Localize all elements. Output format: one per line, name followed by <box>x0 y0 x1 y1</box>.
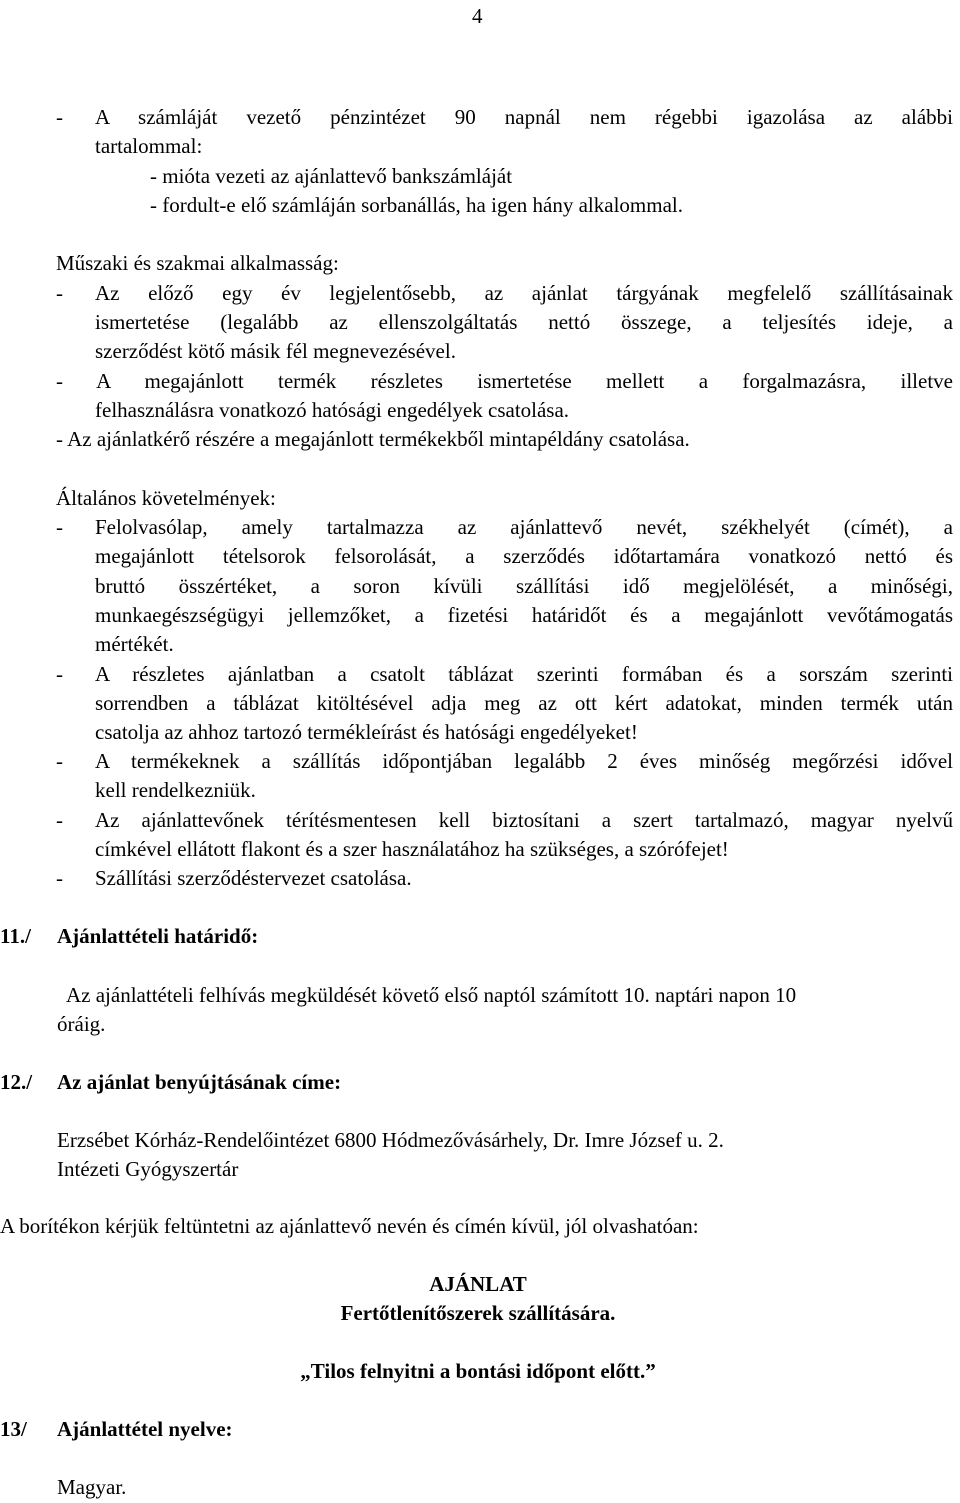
text-line: Az előző egy év legjelentősebb, az ajánlat tárgyának megfelelő szállításainak <box>95 281 953 305</box>
section-title: Ajánlattétel nyelve: <box>57 1417 233 1441</box>
list-dash: - <box>56 749 63 773</box>
text-line: - A megajánlott termék részletes ismertetése mellett a forgalmazásra, illetve <box>56 369 953 393</box>
list-dash: - <box>56 281 63 305</box>
section-number: 13/ <box>0 1417 27 1441</box>
envelope-label: AJÁNLAT <box>429 1272 527 1296</box>
text-line: óráig. <box>57 1012 106 1036</box>
text-line: Az ajánlattevőnek térítésmentesen kell biztosítani a szert tartalmazó, magyar nyelvű <box>95 808 953 832</box>
envelope-label: Fertőtlenítőszerek szállítására. <box>340 1301 616 1325</box>
text-line: bruttó összértéket, a soron kívüli szállítási idő megjelölését, a minőségi, <box>95 574 953 598</box>
text-line: Magyar. <box>57 1475 127 1499</box>
section-number: 12./ <box>0 1070 33 1094</box>
section-number: 11./ <box>0 924 31 948</box>
text-line: - mióta vezeti az ajánlattevő bankszámláját <box>150 164 513 188</box>
text-line: A számláját vezető pénzintézet 90 napnál nem régebbi igazolása az alábbi <box>95 105 953 129</box>
text-line: Felolvasólap, amely tartalmazza az ajánlattevő nevét, székhelyét (címét), a <box>95 515 953 539</box>
text-line: ismertetése (legalább az ellenszolgáltatás nettó összege, a teljesítés ideje, a <box>95 310 953 334</box>
text-line: csatolja az ahhoz tartozó termékleírást és hatósági engedélyeket! <box>95 720 638 744</box>
text-line: sorrendben a táblázat kitöltésével adja meg az ott kért adatokat, minden termék után <box>95 691 953 715</box>
envelope-warning: „Tilos felnyitni a bontási időpont előtt.” <box>300 1359 656 1383</box>
text-line: A termékeknek a szállítás időpontjában legalább 2 éves minőség megőrzési idővel <box>95 749 953 773</box>
text-line: - fordult-e elő számláján sorbanállás, ha igen hány alkalommal. <box>150 193 683 217</box>
section-title: Az ajánlat benyújtásának címe: <box>57 1070 342 1094</box>
page-number: 4 <box>472 4 483 28</box>
text-line: felhasználásra vonatkozó hatósági engedélyek csatolása. <box>95 398 570 422</box>
list-dash: - <box>56 866 63 890</box>
text-line: Szállítási szerződéstervezet csatolása. <box>95 866 412 890</box>
section-heading: Műszaki és szakmai alkalmasság: <box>56 251 339 275</box>
text-line: - Az ajánlatkérő részére a megajánlott termékekből mintapéldány csatolása. <box>56 427 690 451</box>
text-line: A borítékon kérjük feltüntetni az ajánlattevő nevén és címén kívül, jól olvashatóan: <box>0 1214 699 1238</box>
text-line: Erzsébet Kórház-Rendelőintézet 6800 Hódmezővásárhely, Dr. Imre József u. 2. <box>57 1128 724 1152</box>
list-dash: - <box>56 662 63 686</box>
section-heading: Általános követelmények: <box>56 486 276 510</box>
section-title: Ajánlattételi határidő: <box>57 924 259 948</box>
list-dash: - <box>56 808 63 832</box>
text-line: szerződést kötő másik fél megnevezésével. <box>95 339 456 363</box>
text-line: mértékét. <box>95 632 174 656</box>
text-line: A részletes ajánlatban a csatolt táblázat szerinti formában és a sorszám szerinti <box>95 662 953 686</box>
text-line: címkével ellátott flakont és a szer használatához ha szükséges, a szórófejet! <box>95 837 729 861</box>
text-line: tartalommal: <box>95 134 203 158</box>
text-line: megajánlott tételsorok felsorolását, a szerződés időtartamára vonatkozó nettó és <box>95 544 953 568</box>
list-dash: - <box>56 105 63 129</box>
text-line: Az ajánlattételi felhívás megküldését követő első naptól számított 10. naptári napon 10 <box>66 983 797 1007</box>
text-line: munkaegészségügyi jellemzőket, a fizetési határidőt és a megajánlott vevőtámogatás <box>95 603 953 627</box>
list-dash: - <box>56 515 63 539</box>
text-line: Intézeti Gyógyszertár <box>57 1157 239 1181</box>
text-line: kell rendelkezniük. <box>95 778 256 802</box>
